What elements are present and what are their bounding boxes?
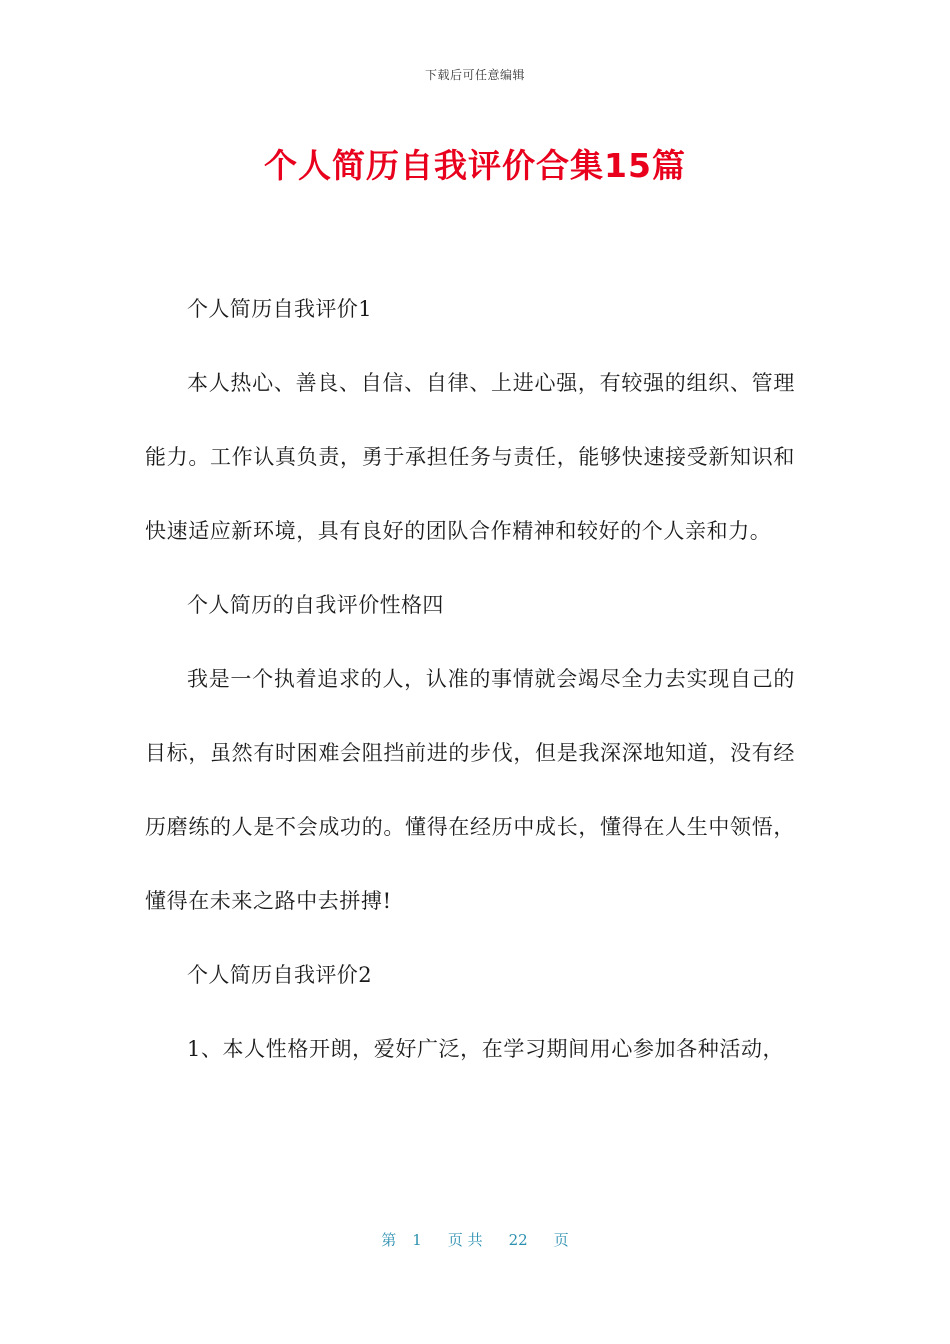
body-paragraph: 1、本人性格开朗，爱好广泛，在学习期间用心参加各种活动，: [187, 1037, 785, 1061]
header-note: 下载后可任意编辑: [424, 68, 525, 82]
footer-label-total: 页 共: [447, 1231, 483, 1249]
section-heading: 个人简历自我评价1: [187, 297, 372, 321]
footer-label-end: 页: [553, 1231, 569, 1249]
current-page-number: 1: [412, 1231, 422, 1249]
document-title: 个人简历自我评价合集15篇: [264, 146, 686, 185]
body-paragraph: 本人热心、善良、自信、自律、上进心强，有较强的组织、管理能力。工作认真负责，勇于承担任务与责任，能够快速接受新知识和快速适应新环境，具有良好的团队合作精神和较好的个人亲和力。: [145, 371, 795, 543]
total-page-number: 22: [508, 1231, 528, 1249]
body-paragraph: 我是一个执着追求的人，认准的事情就会竭尽全力去实现自己的目标，虽然有时困难会阻挡前进的步伐，但是我深深地知道，没有经历磨练的人是不会成功的。懂得在经历中成长，懂得在人生中领悟，懂得在未来之路中去拼搏!: [145, 667, 795, 913]
footer-label-page: 第: [381, 1231, 397, 1249]
document-body: [145, 272, 795, 1086]
page-footer: [0, 1229, 950, 1250]
section-heading: 个人简历自我评价2: [187, 963, 372, 987]
section-heading: 个人简历的自我评价性格四: [187, 593, 444, 617]
